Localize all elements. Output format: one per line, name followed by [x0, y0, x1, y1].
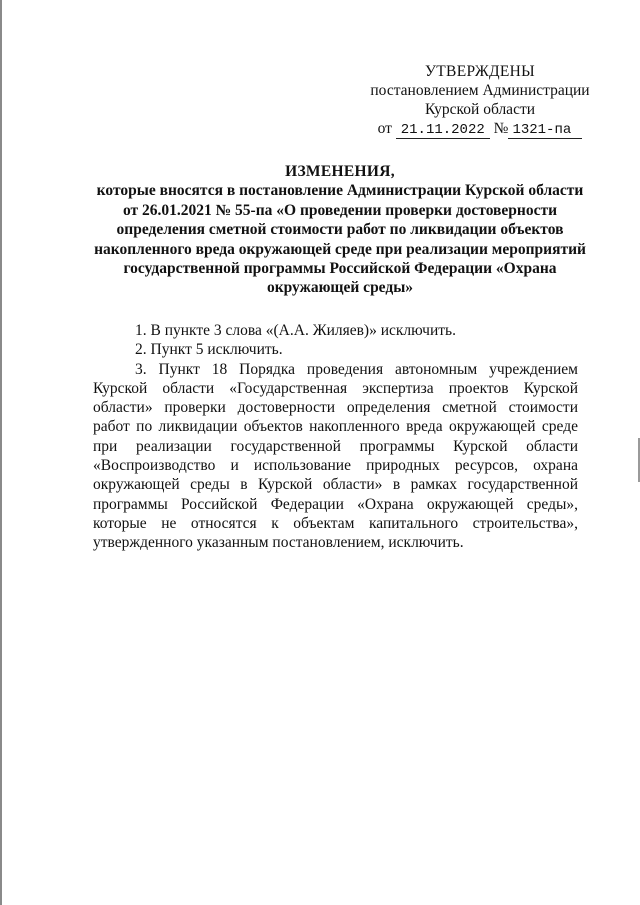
page-left-edge	[0, 0, 2, 905]
list-item: 1. В пункте 3 слова «(А.А. Жиляев)» исключить.	[135, 322, 456, 339]
heading-text: которые вносятся в постановление Администрации Курской области от 26.01.2021 № 55-па «О проведении проверки достоверности определения сметной стоимости работ по ликвидации объектов накопленного вреда окружающей среде при реализации мероприятий государственной программы Российской Федерации «Охрана окружающей среды»	[94, 182, 586, 297]
document-heading	[90, 162, 590, 298]
list-item: 2. Пункт 5 исключить.	[135, 341, 283, 359]
approval-title: УТВЕРЖДЕНЫ	[425, 63, 535, 80]
document-body	[93, 321, 578, 553]
heading-title: ИЗМЕНЕНИЯ,	[285, 163, 395, 180]
date-prefix: от	[377, 120, 392, 137]
approval-number: 1321-па	[508, 122, 582, 139]
approval-line-1: постановлением Администрации	[370, 82, 590, 99]
approval-date: 21.11.2022	[396, 122, 490, 139]
approval-line-2: Курской области	[424, 101, 536, 118]
approval-date-line	[360, 119, 600, 139]
approval-block	[360, 62, 600, 139]
number-prefix: №	[493, 120, 509, 137]
list-item: 3. Пункт 18 Порядка проведения автономным учреждением Курской области «Государственная экспертиза проектов Курской области» проверки достоверности определения сметной стоимости работ по ликвидации объектов накопленного вреда окружающей среде при реализации государственной программы Курской области «Воспроизводство и использование природных ресурсов, охрана окружающей среды в Курской области» в рамках государственной программы Российской Федерации «Охрана окружающей среды», которые не относятся к объектам капитального строительства», утвержденного указанным постановлением, исключить.	[93, 360, 578, 552]
